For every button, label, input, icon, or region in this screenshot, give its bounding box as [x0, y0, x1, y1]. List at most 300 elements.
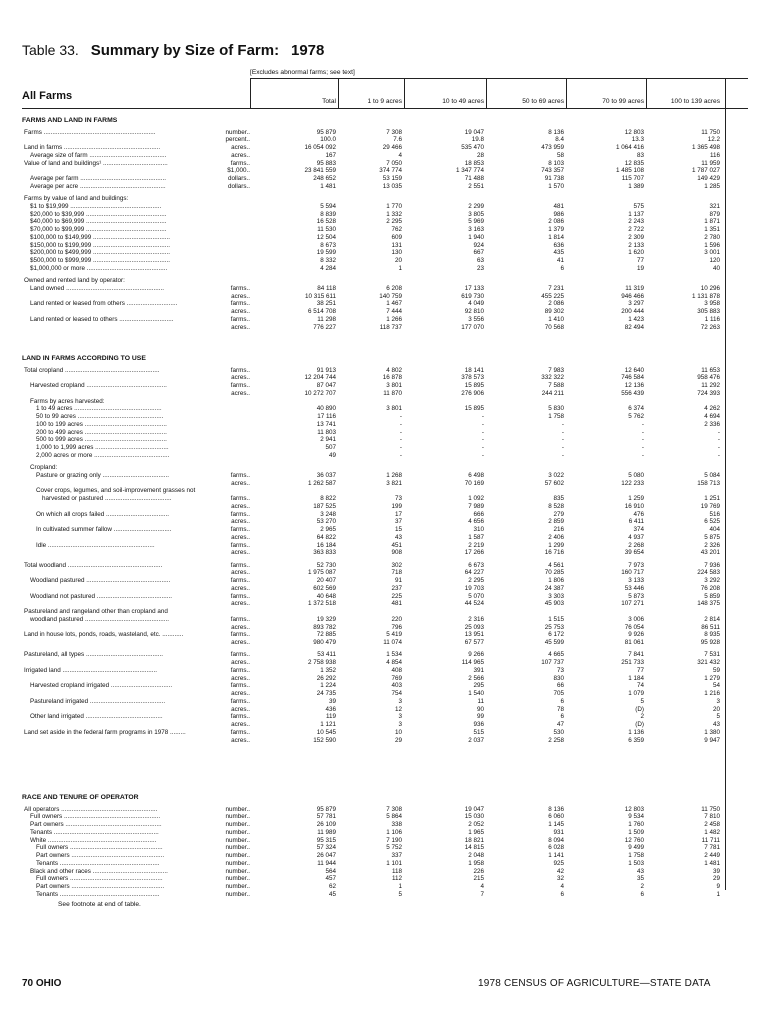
row-unit: acres.. — [231, 623, 250, 631]
table-cell: 177 070 — [461, 323, 484, 331]
table-cell: 1 770 — [386, 202, 402, 210]
table-cell: 1 351 — [704, 226, 720, 233]
table-cell: 338 — [391, 821, 402, 828]
table-row — [0, 398, 770, 406]
table-cell: 44 524 — [464, 600, 484, 608]
table-cell: 5 875 — [704, 533, 720, 541]
table-cell: 1 482 — [704, 828, 720, 836]
table-cell: 530 — [553, 728, 564, 736]
row-unit: acres.. — [231, 736, 250, 744]
table-cell: 1 410 — [548, 315, 564, 323]
row-label: Total woodland ...................................................... — [24, 561, 163, 569]
table-cell: 4 — [480, 883, 484, 890]
table-cell: 16 910 — [624, 502, 644, 510]
table-cell: 762 — [391, 226, 402, 233]
table-cell: 986 — [553, 210, 564, 218]
table-cell: 9 499 — [628, 844, 644, 852]
table-cell: - — [641, 436, 644, 444]
table-row — [0, 624, 770, 632]
table-cell: 455 225 — [541, 292, 564, 300]
table-cell: 666 — [473, 510, 484, 518]
table-cell: 43 — [636, 867, 644, 875]
table-row — [0, 382, 770, 390]
row-unit: dollars.. — [227, 182, 250, 190]
table-cell: 107 271 — [621, 600, 644, 608]
table-cell: 72 263 — [700, 323, 720, 331]
table-cell: 8 136 — [548, 805, 564, 813]
table-cell: 199 — [391, 502, 402, 510]
table-cell: 1 787 027 — [691, 167, 720, 175]
table-cell: 6 028 — [548, 844, 564, 852]
table-cell: 4 656 — [468, 518, 484, 526]
table-cell: 1 347 774 — [455, 167, 484, 175]
table-cell: 7 973 — [628, 561, 644, 569]
row-label: Land rented or leased from others ............................. — [30, 300, 178, 308]
table-cell: 24 387 — [544, 584, 564, 592]
table-cell: 131 — [391, 241, 402, 249]
table-row — [0, 277, 770, 285]
table-cell: 8 528 — [548, 502, 564, 510]
table-cell: 776 227 — [313, 323, 336, 331]
table-cell: 40 890 — [316, 405, 336, 413]
column-header-3: 50 to 69 acres — [522, 98, 564, 105]
table-cell: 70 568 — [544, 323, 564, 331]
table-cell: - — [561, 444, 564, 451]
table-cell: - — [399, 413, 402, 420]
row-label: 50 to 99 acres ................................................. — [36, 413, 164, 420]
table-cell: 91 913 — [316, 366, 336, 374]
row-unit: number.. — [225, 128, 250, 136]
table-cell: 70 285 — [544, 569, 564, 577]
table-cell: 295 — [473, 682, 484, 690]
row-label: Part owners ....................................................... — [30, 821, 162, 828]
row-label: Pastureland and rangeland other than cropland and — [24, 608, 168, 615]
table-row — [0, 211, 770, 219]
row-label: Average per farm ................................................. — [30, 175, 167, 182]
table-cell: - — [481, 444, 484, 451]
table-cell: 13 035 — [382, 182, 402, 190]
row-label: Pastureland irrigated ........................................... — [30, 697, 166, 705]
table-cell: 13.3 — [631, 136, 644, 144]
table-cell: 4 — [560, 883, 564, 890]
table-cell: 248 652 — [313, 175, 336, 182]
table-cell: 11 750 — [701, 805, 720, 813]
table-cell: - — [561, 451, 564, 459]
row-unit: farms.. — [230, 300, 250, 308]
table-cell: 4 854 — [386, 659, 402, 666]
table-cell: 602 569 — [313, 584, 336, 592]
table-cell: 17 116 — [317, 413, 336, 420]
table-cell: 83 — [636, 151, 644, 159]
table-cell: 11 298 — [317, 315, 336, 323]
table-cell: 3 — [398, 697, 402, 705]
table-cell: 2 — [640, 713, 644, 721]
table-cell: 12 803 — [624, 128, 644, 136]
table-row — [0, 444, 770, 452]
row-unit: acres.. — [231, 479, 250, 487]
row-unit: farms.. — [230, 510, 250, 518]
table-cell: 15 895 — [464, 405, 484, 413]
table-cell: 1 259 — [628, 495, 644, 502]
table-cell: 3 303 — [548, 592, 564, 600]
row-unit: number.. — [225, 821, 250, 828]
table-cell: 99 — [476, 713, 484, 721]
table-cell: 43 — [712, 721, 720, 728]
table-cell: 77 — [636, 666, 644, 674]
row-unit: acres.. — [231, 389, 250, 397]
table-cell: 29 466 — [382, 144, 402, 151]
table-row — [0, 806, 770, 814]
table-cell: - — [717, 444, 720, 451]
row-unit: farms.. — [230, 592, 250, 600]
section-title: RACE AND TENURE OF OPERATOR — [22, 794, 139, 801]
table-cell: 11 959 — [701, 159, 720, 167]
table-row — [0, 526, 770, 534]
table-row — [0, 183, 770, 191]
table-cell: 19 047 — [464, 805, 484, 813]
table-cell: 4 665 — [548, 651, 564, 659]
row-label: $20,000 to $39,999 .............................................. — [30, 210, 167, 218]
table-cell: 7 989 — [468, 502, 484, 510]
row-unit: farms.. — [230, 284, 250, 292]
table-cell: 1 — [716, 890, 720, 898]
table-cell: 1 596 — [704, 241, 720, 249]
row-unit: $1,000.. — [227, 167, 250, 175]
table-cell: 1 216 — [704, 690, 720, 697]
table-cell: 76 208 — [700, 584, 720, 592]
table-cell: 119 — [325, 713, 336, 721]
table-cell: 16 716 — [544, 549, 564, 557]
table-row — [0, 265, 770, 273]
row-label: Farms ................................................................ — [24, 128, 156, 136]
table-cell: 564 — [325, 867, 336, 875]
table-cell: 6 411 — [628, 518, 644, 526]
table-cell: 7 841 — [628, 651, 644, 659]
table-cell: 40 — [712, 264, 720, 272]
row-label: Idle ............................................................. — [36, 541, 155, 549]
row-unit: acres.. — [231, 151, 250, 159]
table-cell: 6 — [560, 264, 564, 272]
column-header-5: 100 to 139 acres — [670, 98, 720, 105]
row-label: Woodland pastured ................................................ — [30, 577, 171, 584]
table-cell: 2 566 — [468, 674, 484, 682]
table-cell: 925 — [553, 859, 564, 867]
row-unit: acres.. — [231, 721, 250, 728]
table-cell: 1 332 — [386, 210, 402, 218]
table-cell: 8 094 — [548, 836, 564, 844]
table-cell: 95 883 — [316, 159, 336, 167]
table-cell: 310 — [473, 526, 484, 533]
table-cell: 1 352 — [320, 666, 336, 674]
row-label: Farms by acres harvested: — [30, 397, 105, 405]
table-cell: 74 — [636, 682, 644, 690]
table-cell: 1 587 — [468, 533, 484, 541]
table-cell: 5 864 — [386, 813, 402, 821]
table-cell: 12 803 — [624, 805, 644, 813]
table-cell: 26 109 — [316, 821, 336, 828]
table-cell: - — [399, 428, 402, 436]
row-label: harvested or pastured ...................................... — [42, 495, 172, 502]
table-cell: 5 594 — [320, 202, 336, 210]
table-row — [0, 324, 770, 332]
table-row — [0, 293, 770, 301]
table-cell: 200 444 — [621, 308, 644, 315]
table-cell: 6 673 — [468, 561, 484, 569]
table-cell: 6 514 708 — [307, 308, 336, 315]
table-cell: 908 — [391, 549, 402, 557]
table-cell: 100.0 — [320, 136, 336, 144]
table-cell: 9 947 — [704, 736, 720, 744]
table-cell: 893 782 — [313, 623, 336, 631]
table-cell: 35 — [636, 875, 644, 883]
footnote: See footnote at end of table. — [58, 901, 141, 908]
table-cell: 5 752 — [386, 844, 402, 852]
table-cell: 224 583 — [697, 569, 720, 577]
table-cell: 82 494 — [624, 323, 644, 331]
table-row — [0, 883, 770, 891]
table-cell: 374 — [633, 526, 644, 533]
table-cell: 1 136 — [628, 728, 644, 736]
table-cell: 3 — [716, 697, 720, 705]
table-cell: 515 — [473, 728, 484, 736]
table-cell: 73 — [394, 495, 402, 502]
row-unit: number.. — [225, 836, 250, 844]
table-cell: 120 — [709, 257, 720, 264]
table-cell: 1 116 — [704, 315, 720, 323]
table-cell: 609 — [391, 233, 402, 241]
row-label: Cropland: — [30, 464, 58, 471]
table-cell: 95 928 — [700, 639, 720, 646]
table-cell: 95 879 — [316, 128, 336, 136]
table-main-title: Summary by Size of Farm: — [90, 42, 280, 59]
table-cell: 363 833 — [313, 549, 336, 557]
table-cell: 38 251 — [316, 300, 336, 308]
table-cell: 11 750 — [701, 128, 720, 136]
row-label: Full owners ..................................................... — [36, 875, 163, 883]
table-cell: 7 308 — [386, 805, 402, 813]
table-cell: 5 830 — [548, 405, 564, 413]
table-cell: 6 359 — [628, 736, 644, 744]
row-label: Land in house lots, ponds, roads, wasteland, etc. ............ — [24, 631, 184, 639]
table-row — [0, 721, 770, 729]
table-cell: 321 — [709, 202, 720, 210]
row-unit: number.. — [225, 883, 250, 890]
row-label: 2,000 acres or more ........................................... — [36, 451, 170, 459]
table-cell: 705 — [553, 690, 564, 697]
table-cell: 15 895 — [464, 382, 484, 389]
table-cell: 3 801 — [386, 405, 402, 413]
table-cell: 3 297 — [628, 300, 644, 308]
table-cell: 62 — [328, 883, 336, 890]
table-cell: 980 479 — [313, 639, 336, 646]
table-cell: 66 — [556, 682, 564, 690]
table-cell: 11 711 — [701, 836, 720, 844]
table-cell: 19 703 — [464, 584, 484, 592]
table-cell: 11 803 — [317, 428, 336, 436]
table-cell: 1 299 — [548, 541, 564, 549]
table-cell: 1 106 — [386, 828, 402, 836]
table-cell: 45 903 — [544, 600, 564, 608]
table-row — [0, 129, 770, 137]
table-cell: 23 — [476, 264, 484, 272]
row-label: Pasture or grazing only ...................................... — [36, 471, 169, 479]
table-cell: - — [399, 436, 402, 444]
table-cell: 1 — [398, 264, 402, 272]
row-unit: acres.. — [231, 639, 250, 646]
table-cell: 11 074 — [383, 639, 402, 646]
table-cell: 1 285 — [704, 182, 720, 190]
table-row — [0, 464, 770, 472]
row-unit: farms.. — [230, 651, 250, 659]
row-unit: farms.. — [230, 631, 250, 639]
row-label: Average size of farm ............................................ — [30, 151, 167, 159]
row-label: Other land irrigated ............................................ — [30, 713, 163, 721]
row-label: In cultivated summer fallow ................................. — [36, 526, 172, 533]
table-cell: 435 — [553, 249, 564, 257]
table-cell: 91 738 — [544, 175, 564, 182]
table-cell: 2 859 — [548, 518, 564, 526]
column-header-1: 1 to 9 acres — [367, 98, 402, 105]
table-cell: 10 315 611 — [304, 292, 336, 300]
table-cell: 7 — [480, 890, 484, 898]
table-cell: 2 086 — [548, 218, 564, 226]
row-label: Tenants ......................................................... — [36, 890, 160, 898]
row-label: Land rented or leased to others ............................... — [30, 315, 174, 323]
table-cell: 39 654 — [624, 549, 644, 557]
table-cell: 5 084 — [704, 471, 720, 479]
row-unit: acres.. — [231, 659, 250, 666]
table-cell: 481 — [553, 202, 564, 210]
table-cell: 1 758 — [628, 852, 644, 859]
table-cell: 11 292 — [701, 382, 720, 389]
table-cell: 2 406 — [548, 533, 564, 541]
table-cell: 19 047 — [464, 128, 484, 136]
table-cell: 2 219 — [468, 541, 484, 549]
row-label: Harvested cropland .............................................. — [30, 382, 167, 389]
column-header — [0, 78, 770, 110]
row-unit: acres.. — [231, 600, 250, 608]
table-row — [0, 821, 770, 829]
table-cell: 37 — [394, 518, 402, 526]
table-cell: 667 — [473, 249, 484, 257]
row-label: Owned and rented land by operator: — [24, 277, 125, 284]
row-unit: farms.. — [230, 561, 250, 569]
table-cell: 2 458 — [704, 821, 720, 828]
row-label: woodland pastured ................................................ — [30, 615, 169, 623]
table-cell: 118 — [391, 867, 402, 875]
table-cell: 3 — [398, 721, 402, 728]
table-cell: 1 760 — [628, 821, 644, 828]
table-cell: 76 054 — [624, 623, 644, 631]
table-cell: 7 231 — [548, 284, 564, 292]
table-cell: 116 — [709, 151, 720, 159]
table-row — [0, 675, 770, 683]
table-cell: 45 — [328, 890, 336, 898]
row-unit: farms.. — [230, 366, 250, 374]
table-cell: 403 — [391, 682, 402, 690]
table-cell: 28 — [476, 151, 484, 159]
table-cell: 1 485 108 — [615, 167, 644, 175]
table-cell: 5 762 — [628, 413, 644, 420]
table-cell: 52 730 — [316, 561, 336, 569]
table-cell: 17 — [394, 510, 402, 518]
table-cell: 481 — [391, 600, 402, 608]
table-cell: 112 — [391, 875, 402, 883]
table-cell: 1 389 — [628, 182, 644, 190]
table-cell: 19 329 — [316, 615, 336, 623]
table-cell: 53 270 — [316, 518, 336, 526]
table-cell: 516 — [709, 510, 720, 518]
row-unit: acres.. — [231, 674, 250, 682]
row-label: Part owners ..................................................... — [36, 883, 165, 890]
table-row — [0, 242, 770, 250]
table-cell: 32 — [556, 875, 564, 883]
table-cell: 1 279 — [704, 674, 720, 682]
row-unit: farms.. — [230, 541, 250, 549]
table-cell: 114 965 — [461, 659, 484, 666]
row-label: Irrigated land ...................................................... — [24, 666, 157, 674]
table-cell: 81 061 — [624, 639, 644, 646]
row-unit: farms.. — [230, 382, 250, 389]
table-cell: 5 — [398, 890, 402, 898]
table-cell: 3 001 — [704, 249, 720, 257]
table-cell: 279 — [553, 510, 564, 518]
table-cell: 12 136 — [624, 382, 644, 389]
table-cell: 47 — [556, 721, 564, 728]
table-cell: 3 248 — [320, 510, 336, 518]
table-cell: 3 801 — [386, 382, 402, 389]
table-cell: 215 — [473, 875, 484, 883]
table-row — [0, 175, 770, 183]
table-cell: 276 906 — [461, 389, 484, 397]
table-cell: 11 944 — [317, 859, 336, 867]
row-unit: acres.. — [231, 549, 250, 557]
row-unit: acres.. — [231, 690, 250, 697]
table-cell: 49 — [328, 451, 336, 459]
table-cell: - — [561, 420, 564, 428]
column-header-0: Total — [322, 98, 336, 105]
table-cell: 830 — [553, 674, 564, 682]
table-cell: 575 — [633, 202, 644, 210]
table-cell: 2 326 — [704, 541, 720, 549]
table-cell: 1 268 — [386, 471, 402, 479]
table-cell: 118 737 — [379, 323, 402, 331]
table-cell: - — [641, 420, 644, 428]
row-label: Woodland not pastured ........................................... — [30, 592, 172, 600]
table-cell: 67 577 — [464, 639, 484, 646]
table-cell: 4 — [398, 151, 402, 159]
table-row — [0, 195, 770, 203]
table-cell: 53 159 — [382, 175, 402, 182]
table-cell: 1 570 — [548, 182, 564, 190]
row-unit: number.. — [225, 852, 250, 859]
table-cell: 13 951 — [464, 631, 484, 639]
row-unit: acres.. — [231, 569, 250, 577]
table-cell: 8 935 — [704, 631, 720, 639]
table-cell: 89 302 — [544, 308, 564, 315]
table-row — [0, 593, 770, 601]
row-label: Full owners ..................................................... — [36, 844, 163, 852]
table-cell: 2 052 — [468, 821, 484, 828]
page-number: 70 OHIO — [22, 978, 62, 989]
row-unit: acres.. — [231, 308, 250, 315]
row-unit: number.. — [225, 844, 250, 852]
table-cell: 244 211 — [541, 389, 564, 397]
row-unit: acres.. — [231, 705, 250, 713]
table-cell: 7 444 — [386, 308, 402, 315]
table-cell: 4 284 — [320, 264, 336, 272]
table-cell: 20 — [712, 705, 720, 713]
